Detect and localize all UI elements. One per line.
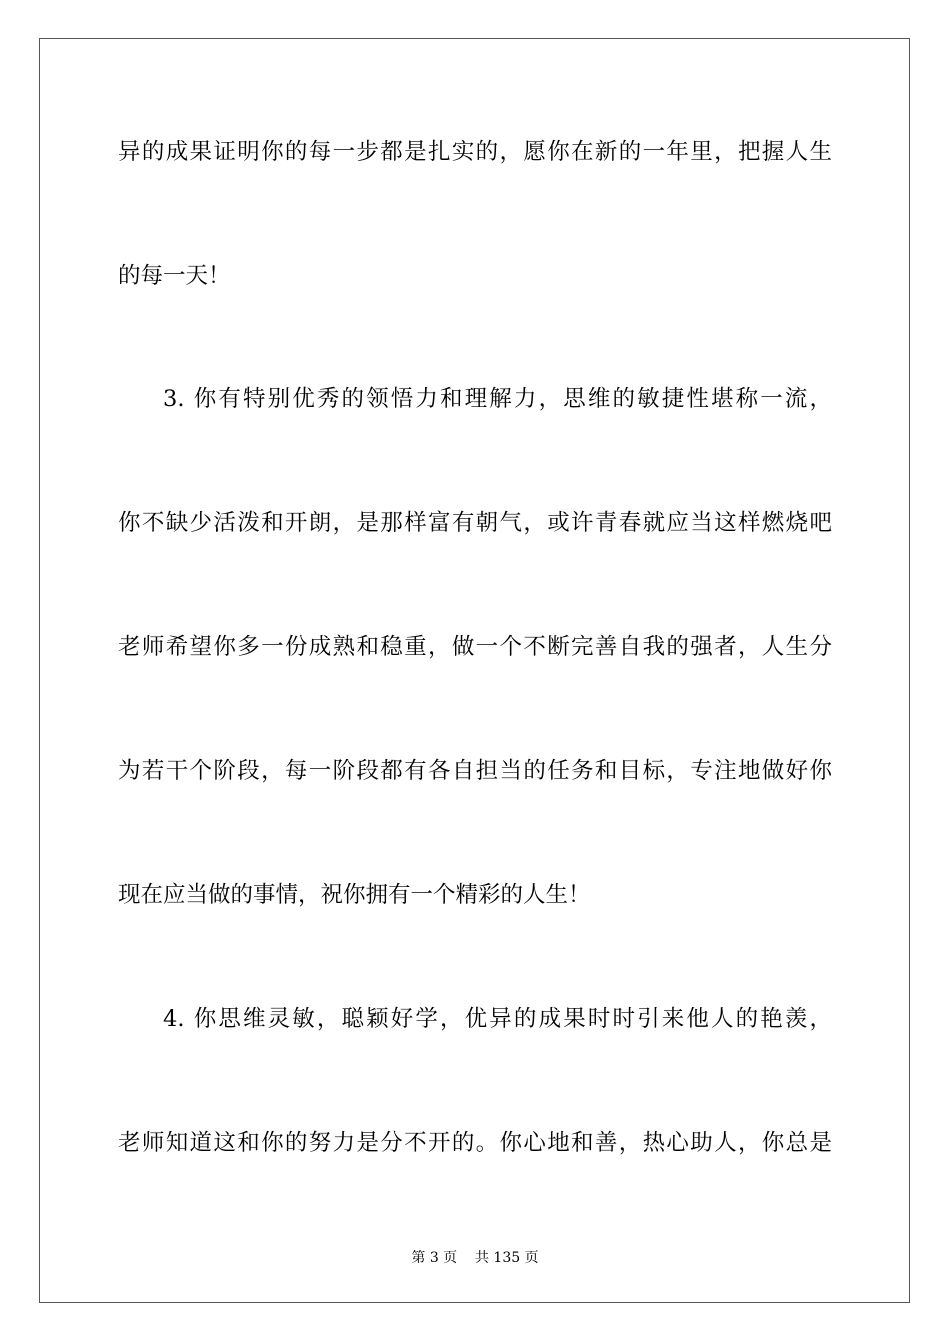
paragraph-line: 为若干个阶段，每一阶段都有各自担当的任务和目标，专注地做好你	[118, 758, 832, 784]
page-border	[39, 38, 910, 1303]
paragraph-line: 你不缺少活泼和开朗，是那样富有朝气，或许青春就应当这样燃烧吧	[118, 510, 832, 536]
paragraph-line: 4. 你思维灵敏，聪颖好学，优异的成果时时引来他人的艳羡，	[163, 1006, 832, 1032]
paragraph-line: 3. 你有特别优秀的领悟力和理解力，思维的敏捷性堪称一流，	[163, 386, 832, 412]
paragraph-line: 老师希望你多一份成熟和稳重，做一个不断完善自我的强者，人生分	[118, 634, 832, 660]
paragraph-line: 异的成果证明你的每一步都是扎实的，愿你在新的一年里，把握人生	[118, 139, 832, 165]
paragraph-line: 现在应当做的事情，祝你拥有一个精彩的人生！	[118, 882, 591, 908]
page-number-footer: 第 3 页 共 135 页	[411, 1250, 539, 1266]
paragraph-line: 的每一天！	[118, 263, 231, 289]
paragraph-line: 老师知道这和你的努力是分不开的。你心地和善，热心助人，你总是	[118, 1130, 832, 1156]
